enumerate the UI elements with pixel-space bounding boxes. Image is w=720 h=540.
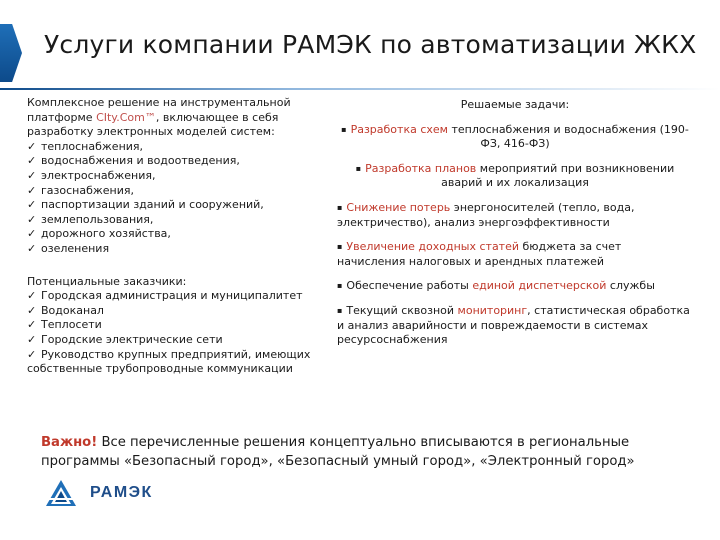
logo-text: РАМЭК (90, 484, 153, 501)
list-item: ✓ дорожного хозяйства, (27, 227, 171, 241)
checkmark-icon: ✓ (27, 347, 37, 361)
note-text: Все перечисленные решения концептуально вписываются в региональные программы «Безопасный город», «Безопасный умный город», «Электронный город» (41, 435, 635, 469)
checkmark-icon: ✓ (27, 168, 37, 182)
task-item: ▪ Увеличение доходных статей бюджета за счет начисления налоговых и арендных платежей (337, 240, 622, 268)
customers-list (27, 289, 327, 377)
list-item: ✓ газоснабжения, (27, 183, 134, 197)
checkmark-icon: ✓ (27, 303, 37, 317)
company-logo (44, 478, 204, 508)
checkmark-icon: ✓ (27, 198, 37, 212)
list-item: ✓ водоснабжения и водоотведения, (27, 154, 240, 168)
systems-list (27, 140, 327, 257)
square-bullet-icon: ▪ (355, 163, 362, 173)
square-bullet-icon: ▪ (337, 202, 343, 212)
square-bullet-icon: ▪ (341, 124, 347, 134)
list-item: ✓ Водоканал (27, 303, 104, 317)
list-item: ✓ Городские электрические сети (27, 332, 223, 346)
checkmark-icon: ✓ (27, 139, 37, 153)
list-item: ✓ землепользования, (27, 212, 154, 226)
checkmark-icon: ✓ (27, 227, 37, 241)
checkmark-icon: ✓ (27, 183, 37, 197)
intro-post: , включающее в себя разработку электронных моделей систем: (27, 110, 279, 139)
brand-name: CIty.Com™ (96, 110, 156, 124)
task-item: ▪ Текущий сквозной мониторинг, статистическая обработка и анализ аварийности и повреждаемости в системах ресурсоснабжения (337, 303, 690, 347)
checkmark-icon: ✓ (27, 212, 37, 226)
task-item: ▪ Обеспечение работы единой диспетчерской службы (337, 279, 655, 293)
checkmark-icon: ✓ (27, 241, 37, 255)
list-item: ✓ Теплосети (27, 318, 102, 332)
ramek-logo-icon (44, 478, 78, 508)
checkmark-icon: ✓ (27, 154, 37, 168)
checkmark-icon: ✓ (27, 318, 37, 332)
checkmark-icon: ✓ (27, 332, 37, 346)
important-note (41, 433, 711, 471)
list-item: ✓ теплоснабжения, (27, 139, 144, 153)
list-item: ✓ электроснабжения, (27, 168, 156, 182)
page-title: Услуги компании РАМЭК по автоматизации ЖКХ (44, 30, 697, 59)
left-column (27, 96, 327, 377)
important-label: Важно! (41, 435, 98, 450)
title-divider (0, 88, 720, 90)
square-bullet-icon: ▪ (337, 281, 343, 291)
task-item: ▪ Разработка планов мероприятий при возникновении аварий и их локализация (355, 161, 675, 190)
intro-pre: Комплексное решение на инструментальной платформе (27, 96, 291, 124)
checkmark-icon: ✓ (27, 289, 37, 303)
right-column (337, 98, 693, 358)
list-item: ✓ озеленения (27, 241, 110, 255)
square-bullet-icon: ▪ (337, 305, 343, 315)
list-item: ✓ Руководство крупных предприятий, имеющих собственные трубопроводные коммуникации (27, 347, 311, 376)
customers-heading: Потенциальные заказчики: (27, 274, 187, 288)
intro-text (27, 96, 327, 140)
task-item: ▪ Снижение потерь энергоносителей (тепло, вода, электричество), анализ энергоэффективности (337, 200, 635, 229)
list-item: ✓ Городская администрация и муниципалитет (27, 289, 303, 303)
tasks-heading: Решаемые задачи: (460, 98, 570, 111)
side-tab-decoration (0, 24, 22, 82)
list-item: ✓ паспортизации зданий и сооружений, (27, 198, 264, 212)
task-item: ▪ Разработка схем теплоснабжения и водоснабжения (190-ФЗ, 416-ФЗ) (341, 122, 689, 151)
square-bullet-icon: ▪ (337, 242, 343, 252)
